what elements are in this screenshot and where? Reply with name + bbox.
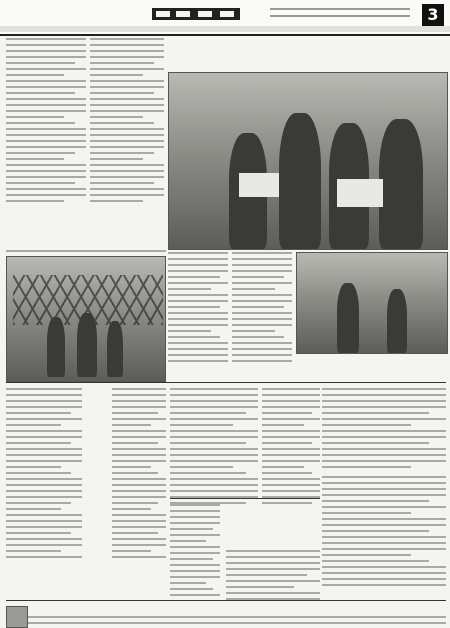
masthead	[0, 0, 450, 36]
photo-document	[337, 179, 383, 207]
bottom-feature-text	[226, 550, 320, 604]
photo-figure	[47, 317, 65, 377]
profile-text	[322, 476, 446, 590]
left-feature-text	[6, 388, 82, 562]
section-divider	[6, 600, 446, 601]
lead-article-text	[232, 252, 292, 366]
second-column-text	[90, 38, 164, 206]
section-divider	[6, 382, 446, 383]
portrait-photo	[6, 606, 28, 628]
photo-figure	[337, 283, 359, 353]
night-photo	[296, 252, 448, 354]
photo-figure	[107, 321, 123, 377]
side-feature-text	[112, 388, 166, 562]
header-subbar	[0, 26, 450, 32]
photo-figure	[387, 289, 407, 353]
lead-article-text	[168, 252, 228, 366]
column-feature-text	[170, 388, 258, 508]
section-divider	[170, 498, 320, 499]
photo-figure	[379, 119, 423, 249]
photo-figure	[77, 313, 97, 377]
profile-text	[322, 388, 446, 472]
banner-text	[6, 616, 446, 628]
lead-photo	[168, 72, 448, 250]
photo-figure	[279, 113, 321, 249]
photo-document	[239, 173, 279, 197]
newspaper-logo-icon	[152, 6, 240, 22]
page-number: 3	[422, 4, 444, 26]
bottom-feature-text	[170, 504, 220, 600]
header-meta	[270, 8, 410, 22]
lead-headline	[168, 38, 446, 66]
left-column-text	[6, 38, 86, 206]
bridge-photo	[6, 256, 166, 382]
column-feature-text	[262, 388, 320, 508]
